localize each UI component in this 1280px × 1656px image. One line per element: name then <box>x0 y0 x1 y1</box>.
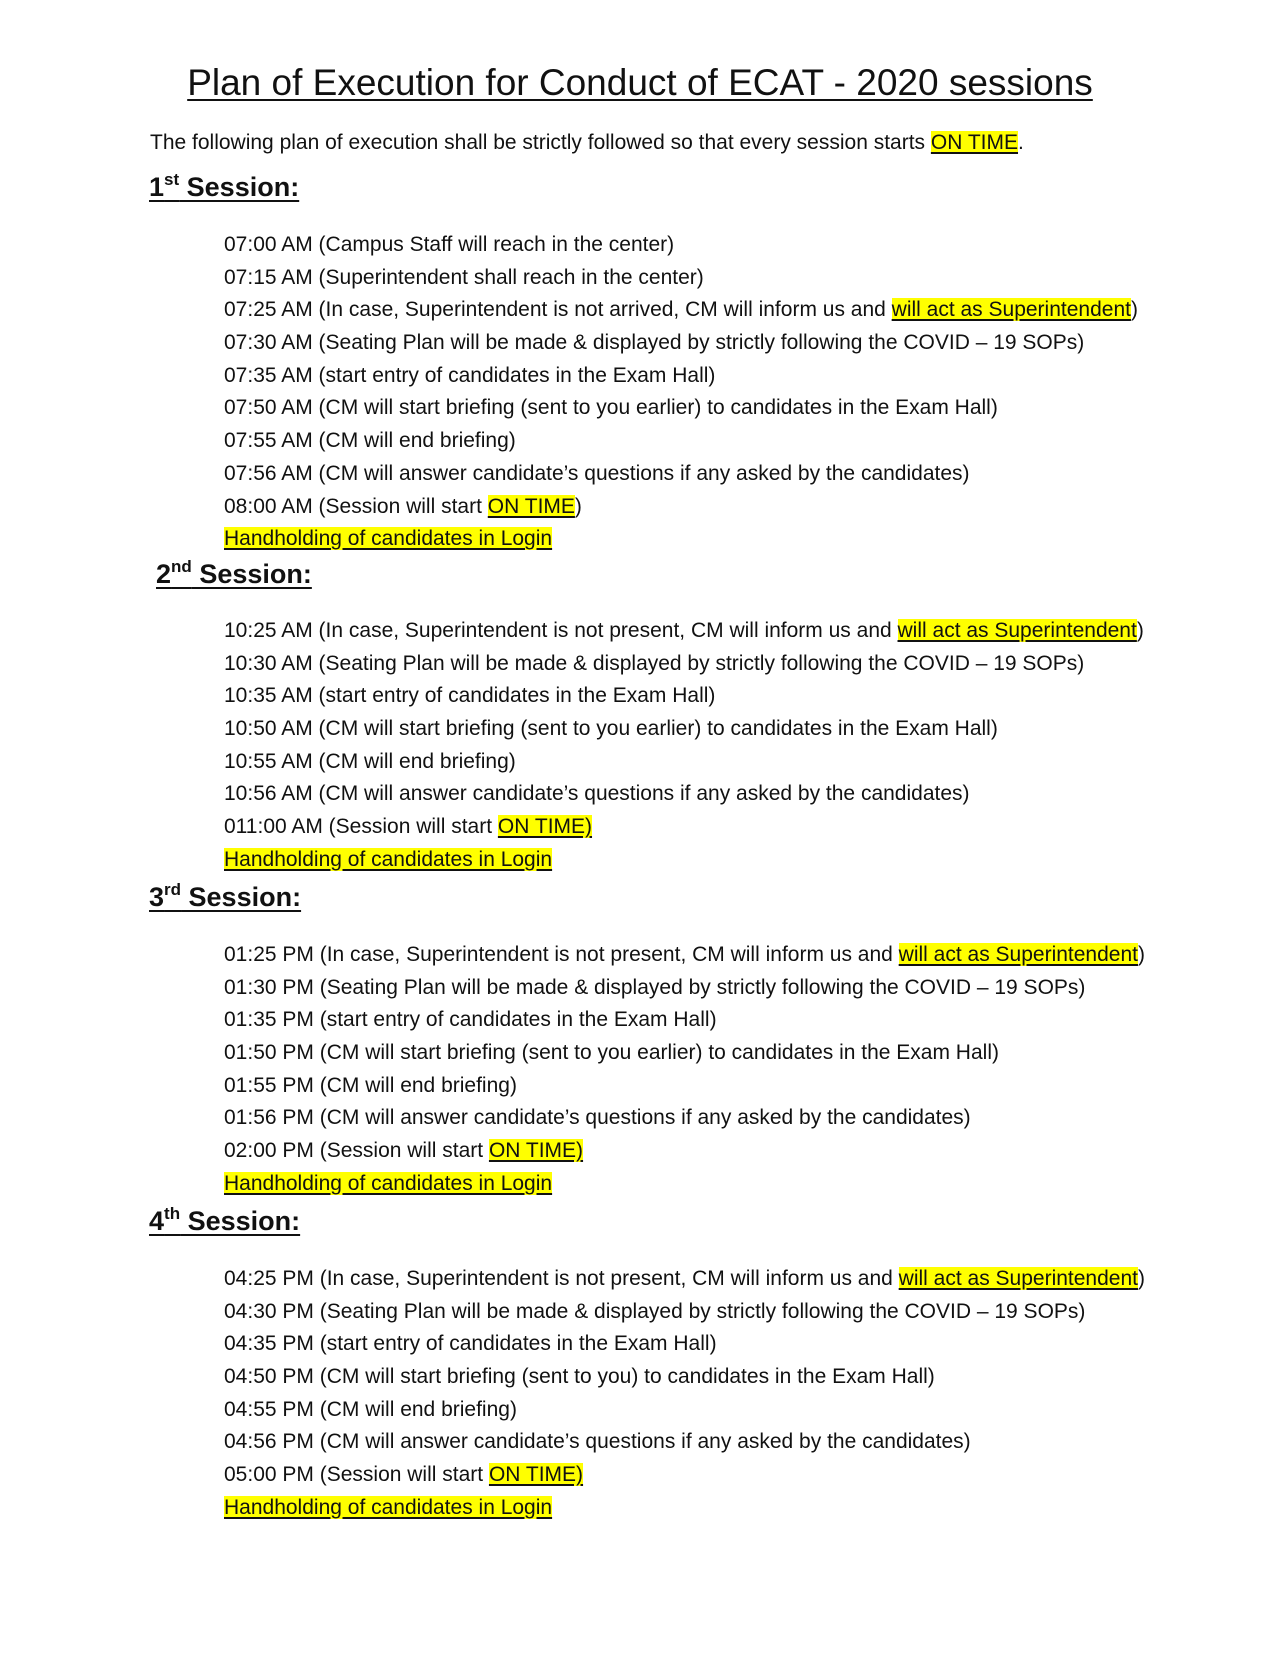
list-item-plain: 05:00 PM (Session will start <box>224 1463 489 1487</box>
list-item-text <box>224 939 1145 972</box>
list-item-text <box>224 392 998 425</box>
list-item-text <box>224 229 674 262</box>
list-item-highlight: ON TIME) <box>497 815 593 839</box>
list-item-plain: 07:15 AM (Superintendent shall reach in the center) <box>224 265 704 289</box>
list-item-closing: ) <box>1130 298 1138 322</box>
list-item-text <box>224 844 552 877</box>
list-item-text <box>224 1296 1085 1329</box>
document-title: Plan of Execution for Conduct of ECAT - 2020 sessions <box>187 62 1093 103</box>
list-item-text <box>224 648 1084 681</box>
session-ordinal-suffix: th <box>164 1204 181 1223</box>
list-item-highlight: Handholding of candidates in Login <box>224 847 553 871</box>
list-item-text <box>224 360 715 393</box>
list-item-highlight: ON TIME <box>487 494 575 518</box>
list-item-plain: 011:00 AM (Session will start <box>224 815 498 839</box>
session-heading <box>156 559 312 590</box>
list-item-text <box>224 1426 971 1459</box>
list-item-plain: 01:25 PM (In case, Superintendent is not present, CM will inform us and <box>224 943 899 966</box>
list-item-text <box>224 1459 583 1492</box>
list-item-plain: 04:25 PM (In case, Superintendent is not present, CM will inform us and <box>224 1267 899 1290</box>
session-ordinal-suffix: st <box>164 170 180 189</box>
list-item-plain: 10:55 AM (CM will end briefing) <box>224 749 516 773</box>
list-item-text <box>224 1004 717 1037</box>
list-item-highlight: ON TIME) <box>488 1463 584 1487</box>
list-item-text <box>224 1135 583 1168</box>
list-item-plain: 01:55 PM (CM will end briefing) <box>224 1073 517 1097</box>
list-item-text <box>224 713 998 746</box>
list-item-text <box>224 1394 517 1427</box>
list-item-text <box>224 1037 999 1070</box>
list-item-plain: 10:56 AM (CM will answer candidate’s questions if any asked by the candidates) <box>224 782 970 806</box>
list-item-plain: 10:30 AM (Seating Plan will be made & displayed by strictly following the COVID – 19 SOPs) <box>224 651 1085 675</box>
list-item-closing: ) <box>1137 943 1145 966</box>
list-item-plain: 01:56 PM (CM will answer candidate’s questions if any asked by the candidates) <box>224 1106 971 1130</box>
list-item-text <box>224 327 1084 360</box>
list-item-highlight: Handholding of candidates in Login <box>224 1495 553 1519</box>
list-item-plain: 07:25 AM (In case, Superintendent is not arrived, CM will inform us and <box>224 298 892 322</box>
list-item-plain: 04:55 PM (CM will end briefing) <box>224 1397 517 1421</box>
list-item-text <box>224 1361 935 1394</box>
intro-text: The following plan of execution shall be strictly followed so that every session starts <box>150 131 931 154</box>
list-item-text <box>224 1102 971 1135</box>
intro-paragraph <box>150 131 1024 155</box>
list-item-text <box>224 491 582 524</box>
list-item-plain: 04:35 PM (start entry of candidates in the Exam Hall) <box>224 1332 717 1356</box>
list-item-text <box>224 1328 717 1361</box>
list-item-plain: 02:00 PM (Session will start <box>224 1139 489 1163</box>
list-item-text <box>224 425 516 458</box>
list-item-plain: 10:25 AM (In case, Superintendent is not present, CM will inform us and <box>224 619 898 642</box>
list-item-text <box>224 746 516 779</box>
list-item-closing: ) <box>1136 619 1144 642</box>
list-item-text <box>224 1070 517 1103</box>
list-item-text <box>224 523 552 556</box>
list-item-text <box>224 778 970 811</box>
list-item-plain: 04:50 PM (CM will start briefing (sent to you) to candidates in the Exam Hall) <box>224 1365 935 1389</box>
list-item-plain: 08:00 AM (Session will start <box>224 494 488 518</box>
list-item-highlight: Handholding of candidates in Login <box>224 527 553 551</box>
list-item-plain: 07:50 AM (CM will start briefing (sent to you earlier) to candidates in the Exam Hall) <box>224 396 998 420</box>
list-item-plain: 07:55 AM (CM will end briefing) <box>224 429 516 453</box>
session-label: Session: <box>179 172 300 202</box>
intro-highlight: ON TIME <box>930 131 1019 154</box>
list-item-text <box>224 1263 1145 1296</box>
session-heading <box>149 882 301 913</box>
session-label: Session: <box>191 559 312 589</box>
session-ordinal-suffix: rd <box>164 880 182 899</box>
list-item-plain: 01:50 PM (CM will start briefing (sent to you earlier) to candidates in the Exam Hall) <box>224 1041 999 1065</box>
intro-end: . <box>1018 131 1024 154</box>
list-item-text <box>224 680 715 713</box>
list-item-text <box>224 972 1085 1005</box>
list-item-plain: 01:35 PM (start entry of candidates in the Exam Hall) <box>224 1008 717 1032</box>
list-item-highlight: will act as Superintendent <box>897 619 1137 642</box>
session-label: Session: <box>181 882 302 912</box>
session-ordinal: 2 <box>156 559 172 589</box>
list-item-highlight: Handholding of candidates in Login <box>224 1171 553 1195</box>
session-heading <box>149 1206 300 1237</box>
session-ordinal: 3 <box>149 882 165 912</box>
list-item-plain: 01:30 PM (Seating Plan will be made & displayed by strictly following the COVID – 19 SOPs) <box>224 975 1086 999</box>
session-ordinal-suffix: nd <box>171 557 192 576</box>
list-item-closing: ) <box>574 494 582 518</box>
list-item-plain: 07:35 AM (start entry of candidates in the Exam Hall) <box>224 363 716 387</box>
list-item-text <box>224 615 1144 648</box>
list-item-text <box>224 1168 552 1201</box>
list-item-text <box>224 811 592 844</box>
list-item-highlight: ON TIME) <box>488 1139 584 1163</box>
list-item-highlight: will act as Superintendent <box>898 1267 1138 1290</box>
session-ordinal: 4 <box>149 1206 165 1236</box>
list-item-text <box>224 458 970 491</box>
session-ordinal: 1 <box>149 172 165 202</box>
list-item-text <box>224 294 1138 327</box>
list-item-text <box>224 262 704 295</box>
list-item-text <box>224 1492 552 1525</box>
session-heading <box>149 172 299 203</box>
session-label: Session: <box>180 1206 301 1236</box>
list-item-plain: 07:00 AM (Campus Staff will reach in the center) <box>224 233 675 256</box>
list-item-plain: 04:30 PM (Seating Plan will be made & displayed by strictly following the COVID – 19 SOPs) <box>224 1299 1086 1323</box>
list-item-plain: 10:35 AM (start entry of candidates in the Exam Hall) <box>224 684 716 708</box>
list-item-highlight: will act as Superintendent <box>891 298 1131 322</box>
list-item-plain: 10:50 AM (CM will start briefing (sent to you earlier) to candidates in the Exam Hall) <box>224 717 998 741</box>
list-item-highlight: will act as Superintendent <box>898 943 1138 966</box>
list-item-plain: 04:56 PM (CM will answer candidate’s questions if any asked by the candidates) <box>224 1430 971 1454</box>
list-item-closing: ) <box>1137 1267 1145 1290</box>
list-item-plain: 07:56 AM (CM will answer candidate’s questions if any asked by the candidates) <box>224 461 970 485</box>
list-item-plain: 07:30 AM (Seating Plan will be made & displayed by strictly following the COVID – 19 SOPs) <box>224 331 1085 355</box>
